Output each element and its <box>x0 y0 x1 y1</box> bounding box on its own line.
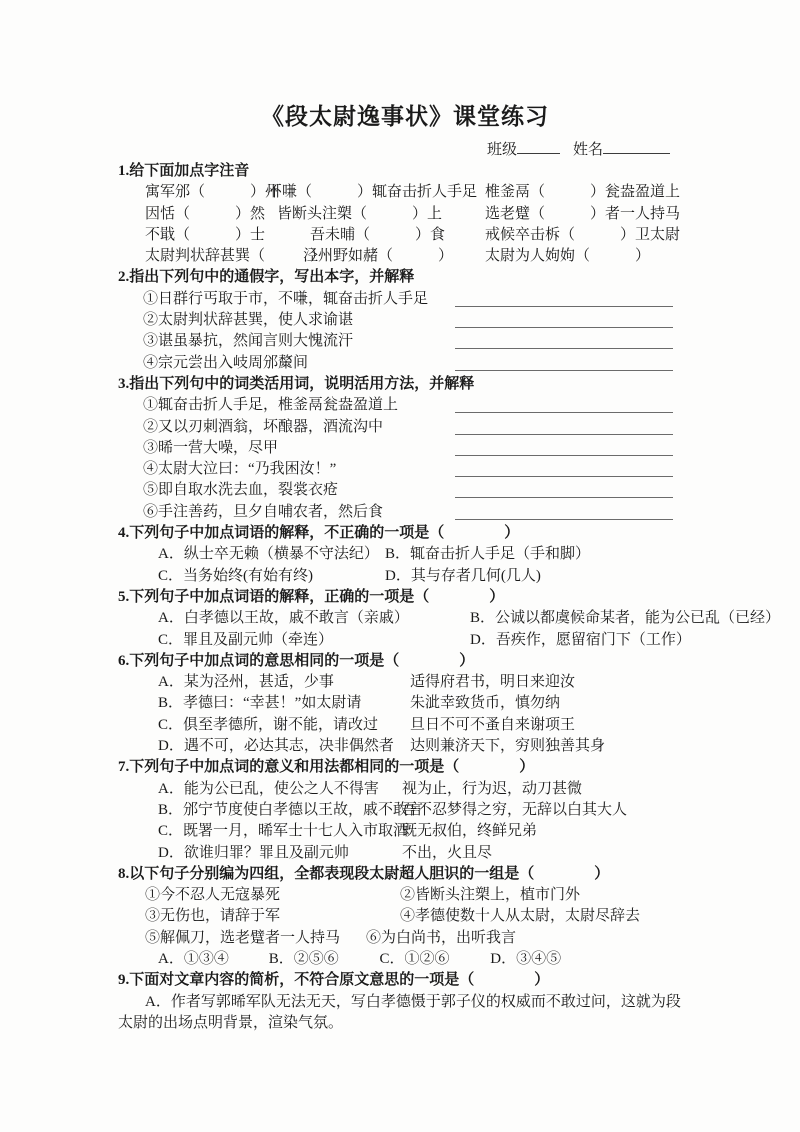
q1-row <box>145 225 692 246</box>
q8-answer-row <box>158 949 692 970</box>
q8-sentence-6: ⑥为白尚书，出听我言 <box>366 929 517 946</box>
q1-cell: 戒候卒击柝（ ）卫太尉 <box>485 226 681 243</box>
q4-stem: 4.下列句子中加点词语的解释，不正确的一项是（ ） <box>118 525 520 542</box>
q6-compare-d: 达则兼济天下，穷则独善其身 <box>410 738 606 755</box>
q7-option-row <box>158 779 692 800</box>
q4-option-d: D．其与存者几何(几人) <box>385 567 541 584</box>
q6-option-c: C．俱至孝德所，谢不能，请改过 <box>158 716 379 733</box>
q3-item: ⑥手注善药，旦夕自哺农者，然后食 <box>143 503 384 520</box>
q8-sentence-1: ①今不忍人无寇暴死 <box>145 887 281 904</box>
q7-compare-d: 不出，火且尽 <box>402 844 493 861</box>
q3-item-row <box>143 417 692 438</box>
q1-cell: 选老躄（ ）者一人持马 <box>485 205 681 222</box>
q3-item-row <box>143 480 692 501</box>
q6-option-row <box>158 693 692 714</box>
answer-blank-line <box>455 455 673 456</box>
q5-option-b: B．公诚以都虞候命某者，能为公已乱（已经） <box>470 610 781 627</box>
q2-item-row <box>143 353 692 374</box>
roster-line <box>118 139 692 161</box>
q4-option-b: B．辄奋击折人手足（手和脚） <box>385 546 591 563</box>
q8-stem: 8.以下句子分别编为四组，全都表现段太尉超人胆识的一组是（ ） <box>118 865 610 882</box>
answer-blank-line <box>455 327 673 328</box>
q1-cell: 因恬（ ）然 <box>145 205 266 222</box>
answer-blank-line <box>455 434 673 435</box>
q3-item: ④太尉大泣曰：“乃我困汝！” <box>143 461 337 478</box>
q3-item: ②又以刃刺酒翁，坏酿器，酒流沟中 <box>143 418 384 435</box>
q1-cell: 寓军邠（ ）州 <box>145 184 281 201</box>
q4-option-a: A．纵士卒无赖（横暴不守法纪） <box>158 546 379 563</box>
q3-item: ③晞一营大噪，尽甲 <box>143 439 279 456</box>
answer-blank-line <box>455 370 673 371</box>
q4-option-c: C．当务始终(有始有终) <box>158 567 313 584</box>
q1-cell: 太尉判状辞甚巽（ ） <box>145 248 326 265</box>
q1-row <box>145 182 692 203</box>
q8-sentence-4: ④孝德使数十人从太尉，太尉尽辞去 <box>400 908 641 925</box>
q8-sentence-5: ⑤解佩刀，选老躄者一人持马 <box>145 929 341 946</box>
q4-option-row <box>158 544 692 565</box>
q2-item: ④宗元尝出入岐周邠斄间 <box>143 354 309 371</box>
answer-blank-line <box>455 519 673 520</box>
q7-stem: 7.下列句子中加点词的意义和用法都相同的一项是（ ） <box>118 759 535 776</box>
q6-option-a: A．某为泾州，甚适，少事 <box>158 674 334 691</box>
page-title: 《段太尉逸事状》课堂练习 <box>261 104 549 129</box>
q8-answer-b: B．②⑤⑥ <box>268 950 339 967</box>
q7-option-row <box>158 843 692 864</box>
q1-row <box>145 204 692 225</box>
q2-item-row <box>143 289 692 310</box>
answer-blank-line <box>455 497 673 498</box>
q8-sentence-row <box>145 928 692 949</box>
q1-cell: 吾未晡（ ）食 <box>310 226 446 243</box>
q8-sentence-3: ③无伤也，请辞于军 <box>145 908 281 925</box>
q7-option-d: D．欲谁归罪？罪且及副元帅 <box>158 844 349 861</box>
answer-blank-line <box>455 412 673 413</box>
q5-option-c: C．罪且及副元帅（牵连） <box>158 631 334 648</box>
q6-option-row <box>158 672 692 693</box>
q3-item: ⑤即自取水洗去血，裂裳衣疮 <box>143 482 339 499</box>
q2-stem: 2.指出下列句中的通假字，写出本字，并解释 <box>118 269 415 286</box>
q3-item-row <box>143 438 692 459</box>
answer-blank-line <box>455 476 673 477</box>
q2-item: ③谌虽暴抗，然闻言则大愧流汗 <box>143 333 354 350</box>
q7-option-c: C．既署一月，晞军士十七人入市取酒 <box>158 823 409 840</box>
q6-option-row <box>158 715 692 736</box>
name-label: 姓名 <box>573 142 604 158</box>
q6-compare-a: 适得府君书，明日来迎汝 <box>410 674 576 691</box>
worksheet-content <box>118 100 781 1034</box>
q8-answer-d: D．③④⑤ <box>490 950 562 967</box>
q5-stem: 5.下列句子中加点词语的解释，正确的一项是（ ） <box>118 588 505 605</box>
q3-item-row <box>143 502 692 523</box>
q7-compare-b: 吾不忍梦得之穷，无辞以白其大人 <box>402 801 628 818</box>
q2-item: ②太尉判状辞甚巽，使人求谕谌 <box>143 312 354 329</box>
q3-item-row <box>143 459 692 480</box>
q2-item-row <box>143 331 692 352</box>
q7-compare-c: 既无叔伯，终鲜兄弟 <box>402 823 538 840</box>
answer-blank-line <box>455 306 673 307</box>
q1-row <box>145 246 692 267</box>
q1-cell: 不戢（ ）士 <box>145 226 266 243</box>
q8-sentence-row <box>145 885 692 906</box>
q3-stem: 3.指出下列句中的词类活用词，说明活用方法，并解释 <box>118 375 475 392</box>
q1-cell: 太尉为人姁姁（ ） <box>485 248 651 265</box>
q1-cell: 不嗛（ ）辄奋击折人手足 <box>267 184 478 201</box>
q5-option-d: D．吾疾作，愿留宿门下（工作） <box>470 631 691 648</box>
class-blank-line <box>517 139 560 154</box>
q7-option-row <box>158 821 692 842</box>
q2-item: ①日群行丐取于市，不嗛，辄奋击折人手足 <box>143 290 429 307</box>
q3-item: ①辄奋击折人手足，椎釜鬲瓮盎盈道上 <box>143 397 399 414</box>
q3-item-row <box>143 395 692 416</box>
q8-sentence-row <box>145 906 692 927</box>
class-label: 班级 <box>487 142 518 158</box>
q5-option-row <box>158 630 692 651</box>
q6-stem: 6.下列句子中加点词的意思相同的一项是（ ） <box>118 652 475 669</box>
q8-sentence-2: ②皆断头注槊上，植市门外 <box>400 887 581 904</box>
q8-answer-a: A．①③④ <box>158 950 229 967</box>
q7-compare-a: 视为止，行为迟，动刀甚微 <box>402 780 583 797</box>
q2-item-row <box>143 310 692 331</box>
q8-answer-c: C．①②⑥ <box>379 950 450 967</box>
q7-option-b: B．邠宁节度使白孝德以王故，戚不敢言 <box>158 801 424 818</box>
q6-compare-b: 朱泚幸致货币，慎勿纳 <box>410 695 561 712</box>
q1-stem: 1.给下面加点字注音 <box>118 163 250 179</box>
q1-cell: 椎釜鬲（ ）瓮盎盈道上 <box>485 184 681 201</box>
q5-option-a: A．白孝德以王故，戚不敢言（亲戚） <box>158 610 409 627</box>
q5-option-row <box>158 608 781 629</box>
q1-cell: 泾州野如赭（ ） <box>303 248 454 265</box>
q9-option-a: A．作者写郭晞军队无法无天，写白孝德慑于郭子仪的权威而不敢过问，这就为段太尉的出场点明背景，渲染气氛。 <box>118 993 681 1031</box>
q6-option-b: B．孝德曰：“幸甚！”如太尉请 <box>158 695 362 712</box>
q6-option-d: D．遇不可，必达其志，决非偶然者 <box>158 738 394 755</box>
name-blank-line <box>603 139 670 154</box>
q9-stem: 9.下面对文章内容的简析，不符合原文意思的一项是（ ） <box>118 972 550 989</box>
answer-blank-line <box>455 348 673 349</box>
q7-option-a: A．能为公已乱，使公之人不得害 <box>158 780 379 797</box>
q4-option-row <box>158 566 692 587</box>
q7-option-row <box>158 800 692 821</box>
q1-cell: 皆断头注槊（ ）上 <box>277 205 443 222</box>
q6-compare-c: 旦日不可不蚤自来谢项王 <box>410 716 576 733</box>
q6-option-row <box>158 736 692 757</box>
